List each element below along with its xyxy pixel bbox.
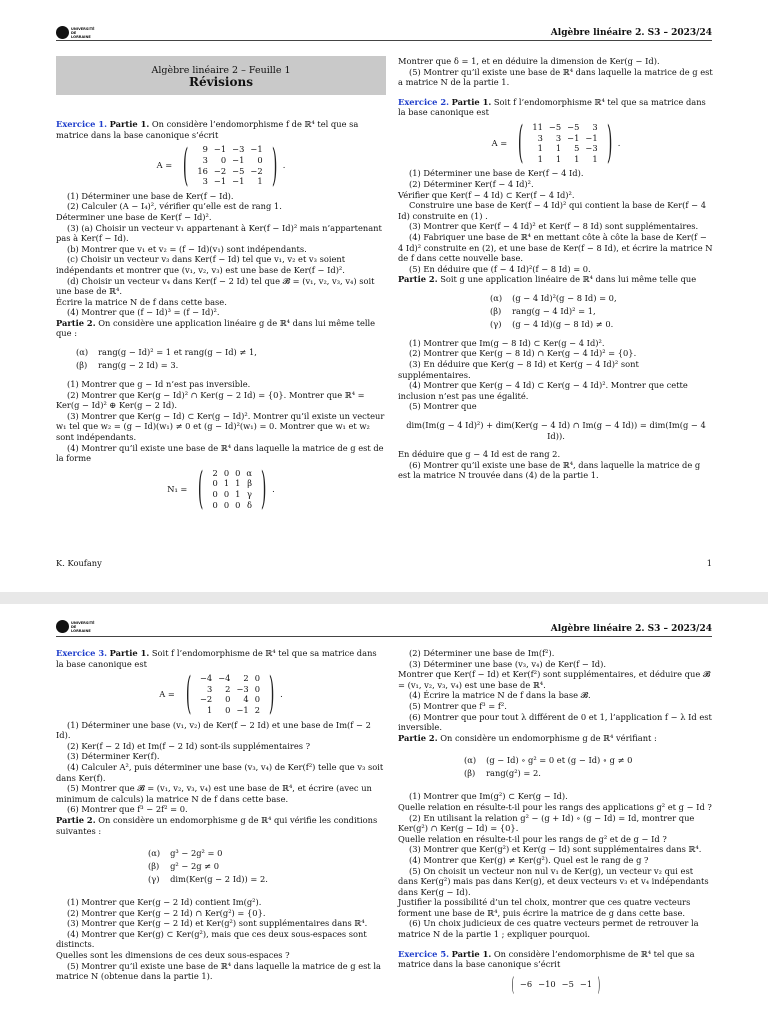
- matrix-entry: 0: [225, 704, 231, 715]
- question-line: (3) Déterminer Ker(f).: [67, 751, 160, 762]
- condition-label: (α): [464, 755, 477, 766]
- matrix-entry: δ: [247, 499, 252, 510]
- matrix-row: [197, 705, 263, 716]
- page-header: [0, 604, 768, 648]
- condition-row: [464, 755, 640, 766]
- condition-label: (β): [76, 360, 88, 371]
- condition-text: dim(Ker(g − 2 Id)) = 2.: [170, 874, 268, 885]
- matrix-entry: 3: [206, 683, 213, 694]
- exercise-5-intro: Exercice 5. Partie 1. On considère l’endomorphisme de ℝ⁴ tel que sa matrice dans la base canonique s’écrit: [398, 948, 695, 970]
- question-line: (1) Montrer que g − Id n’est pas inversible.: [67, 379, 251, 390]
- matrix-entry: −10: [538, 978, 556, 989]
- question-line: (5) Montrer qu’il existe une base de ℝ⁴ dans laquelle la matrice de g est la matrice N (obtenue dans la partie 1).: [56, 960, 381, 982]
- matrix-entry: −1: [250, 144, 263, 155]
- matrix-entry: γ: [247, 489, 252, 499]
- matrix-row: [517, 979, 595, 990]
- matrix-row: [194, 176, 265, 187]
- matrix-entry: 0: [225, 694, 231, 705]
- matrix-row: [197, 684, 263, 695]
- question-line: (1) Déterminer une base (v₁, v₂) de Ker(f − 2 Id) et une base de Im(f − 2 Id).: [56, 719, 371, 741]
- matrix-row: [210, 468, 255, 479]
- question-line: Montrer que δ = 1, et en déduire la dimension de Ker(g − Id).: [398, 56, 660, 66]
- matrix-entry: 1: [574, 153, 580, 164]
- header-rule: [56, 40, 712, 41]
- matrix-entry: 0: [212, 499, 218, 510]
- matrix-row: [529, 154, 600, 165]
- exercise-1-part2: Partie 2. On considère une application linéaire g de ℝ⁴ dans lui même telle que :: [56, 317, 376, 339]
- matrix-entry: 0: [223, 489, 230, 499]
- matrix-entry: 11: [532, 121, 543, 132]
- matrix-entry: 0: [235, 467, 241, 478]
- matrix-row: [197, 694, 263, 705]
- exercise-1-intro: Exercice 1. Partie 1. On considère l’endomorphisme f de ℝ⁴ tel que sa matrice dans la base canonique s’écrit: [56, 119, 359, 140]
- condition-row: [148, 848, 276, 859]
- matrix-entry: 3: [555, 132, 562, 143]
- left-column: [56, 648, 386, 982]
- matrix-entry: 0: [223, 467, 230, 478]
- matrix-entry: −3: [585, 143, 598, 154]
- matrix-entry: 0: [212, 478, 218, 489]
- question-line: (2) Déterminer Ker(f − 4 Id)².: [409, 178, 534, 189]
- matrix-entry: −6: [519, 978, 533, 989]
- matrix-row: [194, 166, 265, 177]
- condition-label: (γ): [490, 318, 502, 329]
- question-line: (4) Écrire la matrice N de f dans la base 𝓑.: [409, 690, 591, 701]
- matrix-entry: 5: [574, 143, 580, 154]
- matrix-entry: 0: [235, 499, 241, 510]
- question-line: (3) Montrer que Ker(f − 4 Id)² et Ker(f − 8 Id) sont supplémentaires.: [409, 221, 699, 232]
- question-line: Écrire la matrice N de f dans cette base.: [56, 296, 227, 307]
- condition-row: [464, 768, 640, 779]
- matrix-entry: 1: [223, 478, 230, 489]
- matrix-entry: −1: [236, 704, 249, 715]
- exercise-4-part2: Partie 2. On considère un endomorphisme g de ℝ⁴ vérifiant :: [398, 732, 657, 743]
- matrix-entry: −1: [232, 154, 245, 165]
- question-line: Quelle relation en résulte-t-il pour les rangs des applications g² et g − Id ?: [398, 801, 712, 812]
- matrix-entry: −2: [250, 165, 263, 176]
- question-line: (1) Montrer que Im(g²) ⊂ Ker(g − Id).: [409, 791, 568, 802]
- matrix-entry: α: [246, 467, 252, 478]
- question-line: (5) Montrer qu’il existe une base de ℝ⁴ dans laquelle la matrice de g est a matrice N de la partie 1.: [398, 66, 713, 88]
- matrix-entry: 0: [257, 154, 263, 165]
- matrix-entry: −4: [218, 673, 231, 684]
- question-line: (4) Montrer que Ker(g) ≠ Ker(g²). Quel est le rang de g ?: [409, 854, 649, 865]
- matrix-entry: 3: [537, 132, 543, 143]
- exercise-4-questions: [398, 648, 714, 733]
- question-line: (4) Montrer que (f − Id)³ = (f − Id)².: [67, 307, 220, 318]
- page-2: [0, 604, 768, 1024]
- matrix-entry: 4: [243, 694, 249, 705]
- question-line: (5) On choisit un vecteur non nul v₁ de Ker(g), un vecteur v₂ qui est dans Ker(g²) mais pas dans Ker(g), et deux vecteurs v₃ et v₄ indépendants dans Ker(g − Id).: [398, 865, 709, 897]
- question-line: (2) Ker(f − 2 Id) et Im(f − 2 Id) sont-ils supplémentaires ?: [67, 740, 311, 751]
- matrix-entry: 3: [592, 121, 598, 132]
- matrix-entry: −1: [213, 176, 227, 187]
- question-line: Justifier la possibilité d’un tel choix, montrer que ces quatre vecteurs forment une base de ℝ⁴, puis écrire la matrice de g dans cette base.: [398, 897, 691, 918]
- condition-row: [490, 293, 625, 304]
- condition-row: [76, 360, 265, 371]
- left-column: [56, 56, 386, 514]
- matrix-entry: 9: [202, 144, 208, 155]
- condition-text: g² − 2g ≠ 0: [170, 861, 220, 872]
- header-rule: [56, 636, 712, 637]
- matrix-entry: 1: [537, 143, 543, 154]
- condition-label: (β): [464, 768, 476, 779]
- header-title: Algèbre linéaire 2. S3 – 2023/24: [550, 28, 712, 38]
- matrix-entry: 2: [212, 467, 218, 478]
- author: K. Koufany: [56, 558, 102, 568]
- question-line: (b) Montrer que v₁ et v₂ = (f − Id)(v₁) sont indépendants.: [67, 243, 307, 254]
- matrix-entry: −4: [199, 673, 213, 684]
- conditions: [146, 846, 278, 887]
- question-line: Vérifier que Ker(f − 4 Id) ⊂ Ker(f − 4 Id)².: [398, 189, 575, 200]
- page-number: 1: [706, 558, 712, 568]
- question-line: (2) Déterminer une base de Im(f²).: [409, 648, 555, 658]
- matrix-entry: −5: [232, 165, 245, 176]
- question-line: (4) Montrer que Ker(g − 4 Id) ⊂ Ker(g − 4 Id)². Montrer que cette inclusion n’est pas une égalité.: [398, 380, 688, 401]
- question-line: (5) En déduire que (f − 4 Id)²(f − 8 Id) = 0.: [409, 263, 591, 274]
- question-line: (4) Fabriquer une base de ℝ⁴ en mettant côte à côte la base de Ker(f − 4 Id)² construite en (2), et une base de Ker(f − 8 Id), et écrire la matrice N de f dans cette nouvelle base.: [398, 231, 713, 264]
- matrix-row: [197, 673, 263, 684]
- question-line: (3) Montrer que Ker(g − Id) ⊂ Ker(g − Id)². Montrer qu’il existe un vecteur w₁ tel que w₂ = (g − Id)(w₁) ≠ 0 et (g − Id)²(w₁) = 0. Montrer que w₁ et w₂ sont indépendants.: [56, 410, 385, 443]
- matrix-entry: 3: [202, 154, 208, 165]
- question-line: (1) Montrer que Im(g − 8 Id) ⊂ Ker(g − 4 Id)².: [409, 337, 605, 348]
- university-logo: UNIVERSITÉ DE LORRAINE: [56, 620, 84, 633]
- condition-text: (g − 4 Id)(g − 8 Id) ≠ 0.: [512, 318, 614, 329]
- question-line: (6) Montrer qu’il existe une base de ℝ⁴, dans laquelle la matrice de g est la matrice N trouvée dans (4) de la partie 1.: [398, 459, 701, 481]
- matrix-entry: −3: [232, 144, 245, 155]
- condition-text: rang(g − 2 Id) = 3.: [98, 360, 179, 371]
- question-line: (4) Montrer que Ker(g) ⊂ Ker(g²), mais que ces deux sous-espaces sont distincts.: [56, 928, 367, 950]
- question-line: (3) Montrer que Ker(g − 2 Id) et Ker(g²) sont supplémentaires dans ℝ⁴.: [67, 918, 368, 929]
- exercise-3-part2: Partie 2. On considère un endomorphisme g de ℝ⁴ qui vérifie les conditions suivantes :: [56, 814, 378, 836]
- exercise-3-part2-questions: [56, 897, 386, 982]
- matrix-entry: 16: [197, 165, 208, 176]
- question-line: Quelles sont les dimensions de ces deux sous-espaces ?: [56, 950, 290, 961]
- question-line: En déduire que g − 4 Id est de rang 2.: [398, 449, 561, 460]
- condition-row: [490, 319, 625, 330]
- matrix-entry: 1: [206, 704, 213, 715]
- condition-row: [76, 347, 265, 358]
- matrix-entry: −1: [579, 978, 593, 989]
- dimension-equation: dim(Im(g − 4 Id)²) + dim(Ker(g − 4 Id) ∩ Im(g − 4 Id)) = dim(Im(g − 4 Id)).: [406, 420, 706, 441]
- condition-row: [148, 861, 276, 872]
- matrix-a-ex2: A = ( 11 −5 −5 3 3 3 −1 −1 1 1 5 −3 1 1 1 1 ) .: [491, 117, 621, 169]
- question-line: Construire une base de Ker(f − 4 Id)² qui contient la base de Ker(f − 4 Id) construite en (1) .: [398, 200, 706, 221]
- matrix-entry: −5: [548, 121, 562, 132]
- question-line: (c) Choisir un vecteur v₃ dans Ker(f − Id) tel que v₁, v₂ et v₃ soient indépendants et montrer que (v₁, v₂, v₃) est une base de Ker(f − Id)².: [56, 254, 346, 275]
- right-column: [398, 648, 714, 994]
- matrix-row: [529, 143, 600, 154]
- matrix-entry: −1: [213, 144, 227, 155]
- question-line: (3) Montrer que Ker(g²) et Ker(g − Id) sont supplémentaires dans ℝ⁴.: [409, 844, 702, 855]
- matrix-entry: 1: [235, 478, 241, 489]
- conditions: [488, 291, 627, 332]
- matrix-entry: −2: [199, 694, 213, 705]
- condition-text: rang(g − Id)² = 1 et rang(g − Id) ≠ 1,: [98, 347, 257, 358]
- question-line: Déterminer une base de Ker(f − Id)².: [56, 211, 212, 222]
- matrix-entry: −1: [567, 132, 580, 143]
- matrix-entry: −5: [567, 121, 580, 132]
- condition-text: rang(g − 4 Id)² = 1,: [512, 305, 596, 316]
- matrix-entry: 0: [254, 683, 260, 694]
- condition-text: (g − Id) ∘ g² = 0 et (g − Id) ∘ g ≠ 0: [486, 755, 633, 766]
- exercise-2-questions: [398, 168, 714, 274]
- condition-text: (g − 4 Id)²(g − 8 Id) = 0,: [512, 292, 617, 303]
- question-line: (1) Déterminer une base de Ker(f − 4 Id).: [409, 168, 584, 179]
- matrix-a-ex3: A = ( −4 −4 2 0 3 2 −3 0 −2 0 4 0 1 0 −1 2 ) .: [159, 668, 283, 720]
- continuation-text: [398, 56, 714, 88]
- condition-label: (α): [76, 347, 89, 358]
- matrix-entry: 2: [243, 673, 249, 684]
- matrix-entry: −3: [236, 683, 249, 694]
- question-line: (4) Montrer qu’il existe une base de ℝ⁴ dans laquelle la matrice de g est de la forme: [56, 442, 384, 464]
- question-line: (2) Montrer que Ker(g − 2 Id) ∩ Ker(g²) = {0}.: [67, 907, 266, 918]
- question-line: (4) Calculer A², puis déterminer une base (v₃, v₄) de Ker(f²) telle que v₃ soit dans Ker(f).: [56, 761, 384, 783]
- matrix-entry: 0: [254, 694, 260, 705]
- question-line: (1) Déterminer une base de Ker(f − Id).: [67, 190, 234, 201]
- question-line: (1) Montrer que Ker(g − 2 Id) contient Im(g²).: [67, 897, 262, 908]
- matrix-row: [529, 122, 600, 133]
- matrix-n1: N₁ = ( 2 0 0 α 0 1 1 β 0 0 1 γ 0 0 0 δ ) .: [167, 463, 275, 514]
- page-header: [0, 0, 768, 44]
- matrix-entry: 1: [592, 153, 598, 164]
- condition-label: (α): [148, 848, 161, 859]
- question-line: (2) Calculer (A − I₄)², vérifier qu’elle est de rang 1.: [67, 201, 282, 212]
- matrix-entry: 1: [257, 176, 263, 187]
- question-line: Quelle relation en résulte-t-il pour les rangs de g² et de g − Id ?: [398, 833, 667, 844]
- question-line: (2) Montrer que Ker(g − Id)² ∩ Ker(g − 2 Id) = {0}. Montrer que ℝ⁴ = Ker(g − Id)² ⊕ Ker(g − 2 Id).: [56, 389, 365, 411]
- exercise-2-part2: Partie 2. Soit g une application linéaire de ℝ⁴ dans lui même telle que: [398, 274, 697, 285]
- matrix-a-ex5-partial: ( −6 −10 −5 −1 ): [511, 971, 601, 996]
- exercise-2-conclusion: [398, 449, 714, 481]
- question-line: (3) Déterminer une base (v₃, v₄) de Ker(f − Id).: [409, 658, 606, 669]
- exercise-1-questions: [56, 191, 386, 318]
- matrix-a: A = ( 9 −1 −3 −1 3 0 −1 0 16 −2 −5 −2 3 −1 −1 1 ) .: [156, 139, 286, 191]
- title-box: Algèbre linéaire 2 – Feuille 1 Révisions: [56, 56, 386, 95]
- question-line: (6) Montrer que pour tout λ différent de 0 et 1, l’application f − λ Id est inversible.: [398, 711, 712, 733]
- question-line: (6) Montrer que f³ − 2f² = 0.: [67, 804, 188, 815]
- conditions: [462, 753, 642, 781]
- right-column: [398, 56, 714, 481]
- condition-row: [490, 306, 625, 317]
- question-line: Montrer que Ker(f − Id) et Ker(f²) sont supplémentaires, et déduire que 𝓑 = (v₁, v₂, v₃, v₄) est une base de ℝ⁴.: [398, 669, 711, 690]
- question-line: (5) Montrer que: [409, 401, 477, 412]
- exercise-3-intro: Exercice 3. Partie 1. Soit f l’endomorphisme de ℝ⁴ tel que sa matrice dans la base canonique est: [56, 648, 377, 669]
- matrix-row: [210, 478, 255, 489]
- condition-text: g³ − 2g² = 0: [170, 848, 223, 859]
- matrix-row: [210, 500, 255, 511]
- condition-label: (β): [148, 861, 160, 872]
- matrix-entry: −5: [561, 978, 574, 989]
- university-logo: UNIVERSITÉ DE LORRAINE: [56, 26, 84, 39]
- matrix-entry: 0: [223, 499, 230, 510]
- exercise-1-part2-questions: [56, 379, 386, 464]
- condition-row: [148, 874, 276, 885]
- question-line: (3) En déduire que Ker(g − 8 Id) et Ker(g − 4 Id)² sont supplémentaires.: [398, 359, 639, 380]
- matrix-row: [210, 489, 255, 500]
- question-line: (2) Montrer que Ker(g − 8 Id) ∩ Ker(g − 4 Id)² = {0}.: [409, 348, 637, 359]
- matrix-entry: −2: [213, 165, 227, 176]
- matrix-row: [194, 155, 265, 166]
- condition-label: (γ): [148, 874, 160, 885]
- question-line: (5) Montrer que f³ = f².: [409, 700, 507, 711]
- conditions: [74, 345, 267, 373]
- matrix-entry: 2: [254, 704, 260, 715]
- question-line: (2) En utilisant la relation g² − (g + Id) ∘ (g − Id) = Id, montrer que Ker(g²) ∩ Ker(g − Id) = {0}.: [398, 812, 695, 834]
- matrix-entry: β: [247, 478, 252, 489]
- matrix-entry: 1: [555, 153, 562, 164]
- matrix-entry: −1: [585, 132, 598, 143]
- question-line: (3) (a) Choisir un vecteur v₁ appartenant à Ker(f − Id)² mais n’appartenant pas à Ker(f − Id).: [56, 222, 382, 244]
- matrix-entry: 1: [555, 143, 562, 154]
- document-title: Révisions: [189, 74, 253, 89]
- matrix-entry: 0: [254, 673, 260, 684]
- matrix-entry: −1: [232, 176, 245, 187]
- matrix-entry: 1: [235, 489, 241, 499]
- exercise-3-questions: [56, 720, 386, 815]
- condition-text: rang(g²) = 2.: [486, 768, 541, 779]
- matrix-entry: 3: [202, 176, 208, 187]
- question-line: (6) Un choix judicieux de ces quatre vecteurs permet de retrouver la matrice N de la partie 1 ; expliquer pourquoi.: [398, 918, 699, 940]
- matrix-entry: 2: [225, 683, 231, 694]
- exercise-2-intro: Exercice 2. Partie 1. Soit f l’endomorphisme ℝ⁴ tel que sa matrice dans la base canonique est: [398, 96, 706, 118]
- matrix-row: [529, 133, 600, 144]
- matrix-entry: 1: [537, 153, 543, 164]
- condition-label: (α): [490, 292, 503, 303]
- question-line: (5) Montrer que 𝓑 = (v₁, v₂, v₃, v₄) est une base de ℝ⁴, et écrire (avec un minimum de calculs) la matrice N de f dans cette base.: [56, 783, 372, 804]
- matrix-row: [194, 144, 265, 155]
- question-line: (d) Choisir un vecteur v₄ dans Ker(f − 2 Id) tel que 𝓑 = (v₁, v₂, v₃, v₄) soit une base de ℝ⁴.: [56, 275, 375, 297]
- condition-label: (β): [490, 305, 502, 316]
- matrix-entry: 0: [220, 154, 227, 165]
- matrix-entry: 0: [212, 489, 218, 499]
- exercise-2-part2-questions: [398, 338, 714, 412]
- header-title: Algèbre linéaire 2. S3 – 2023/24: [550, 624, 712, 634]
- exercise-4-part2-questions: [398, 791, 714, 939]
